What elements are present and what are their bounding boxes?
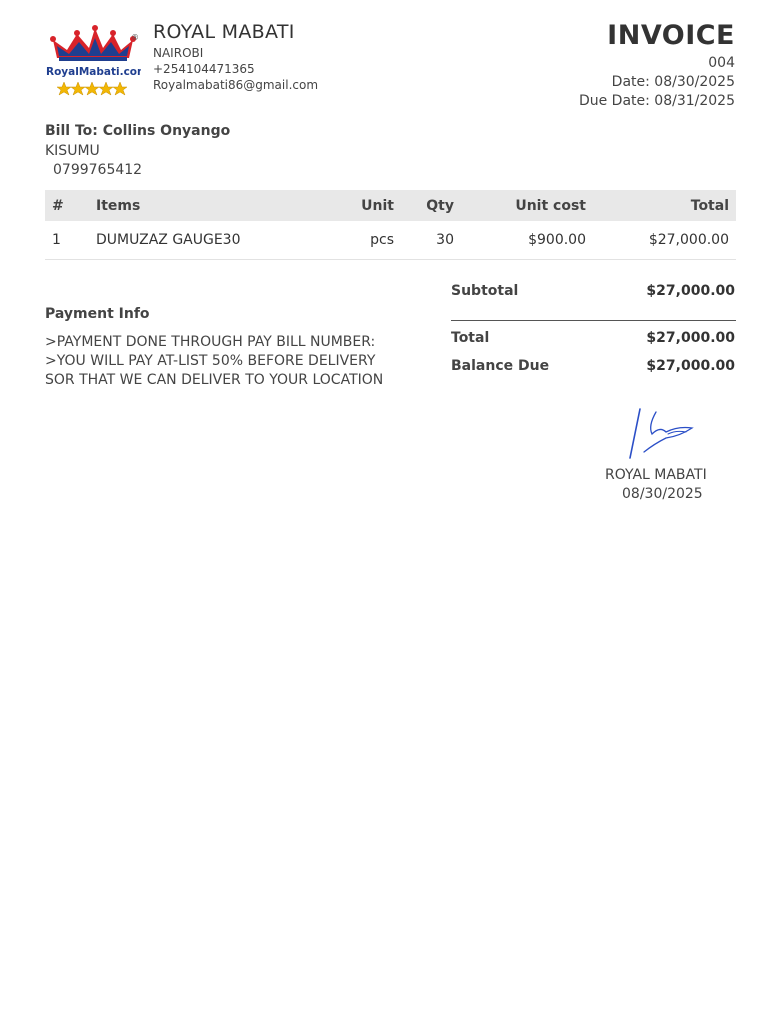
- payment-line: >PAYMENT DONE THROUGH PAY BILL NUMBER:: [45, 334, 376, 350]
- table-header: [45, 190, 736, 221]
- col-total: Total: [690, 197, 729, 214]
- col-unit: Unit: [361, 197, 394, 214]
- balance-due-label: Balance Due: [451, 358, 550, 374]
- row-qty: 30: [436, 232, 454, 248]
- company-phone: +254104471365: [153, 62, 255, 76]
- row-number: 1: [52, 232, 61, 248]
- summary-divider: [451, 320, 736, 321]
- row-unit-cost: $900.00: [528, 232, 586, 248]
- company-email: Royalmabati86@gmail.com: [153, 78, 319, 92]
- col-unit-cost: Unit cost: [515, 197, 586, 214]
- items-table: [45, 190, 736, 260]
- bill-to-city: KISUMU: [45, 143, 100, 159]
- svg-text:®: ®: [131, 33, 139, 42]
- total-value: $27,000.00: [646, 330, 735, 346]
- company-city: NAIROBI: [153, 46, 204, 60]
- bill-to-heading: Bill To: Collins Onyango: [45, 123, 231, 139]
- row-unit: pcs: [370, 232, 394, 248]
- col-items: Items: [96, 197, 141, 214]
- stars-icon: [57, 82, 127, 95]
- payment-line: >YOU WILL PAY AT-LIST 50% BEFORE DELIVERY: [45, 353, 376, 369]
- row-total: $27,000.00: [648, 232, 729, 248]
- invoice-date: Date: 08/30/2025: [611, 74, 735, 90]
- invoice-number: 004: [708, 55, 735, 71]
- signature-name: ROYAL MABATI: [605, 467, 707, 483]
- invoice-title: INVOICE: [607, 20, 735, 51]
- signature-image: [622, 404, 702, 464]
- col-number: #: [52, 197, 64, 214]
- row-item: DUMUZAZ GAUGE30: [96, 232, 241, 248]
- company-name: ROYAL MABATI: [153, 21, 295, 43]
- signature-date: 08/30/2025: [622, 486, 703, 502]
- payment-info-title: Payment Info: [45, 306, 150, 322]
- company-logo: [45, 24, 141, 104]
- crown-icon: [50, 25, 136, 61]
- payment-line: SOR THAT WE CAN DELIVER TO YOUR LOCATION: [45, 372, 384, 388]
- col-qty: Qty: [426, 197, 454, 214]
- bill-to-phone: 0799765412: [53, 162, 143, 178]
- total-label: Total: [451, 330, 490, 346]
- invoice-due-date: Due Date: 08/31/2025: [578, 93, 735, 109]
- subtotal-value: $27,000.00: [646, 283, 735, 299]
- subtotal-label: Subtotal: [451, 283, 519, 299]
- logo-text: RoyalMabati.com: [46, 66, 141, 78]
- table-row: [45, 221, 736, 260]
- balance-due-value: $27,000.00: [646, 358, 735, 374]
